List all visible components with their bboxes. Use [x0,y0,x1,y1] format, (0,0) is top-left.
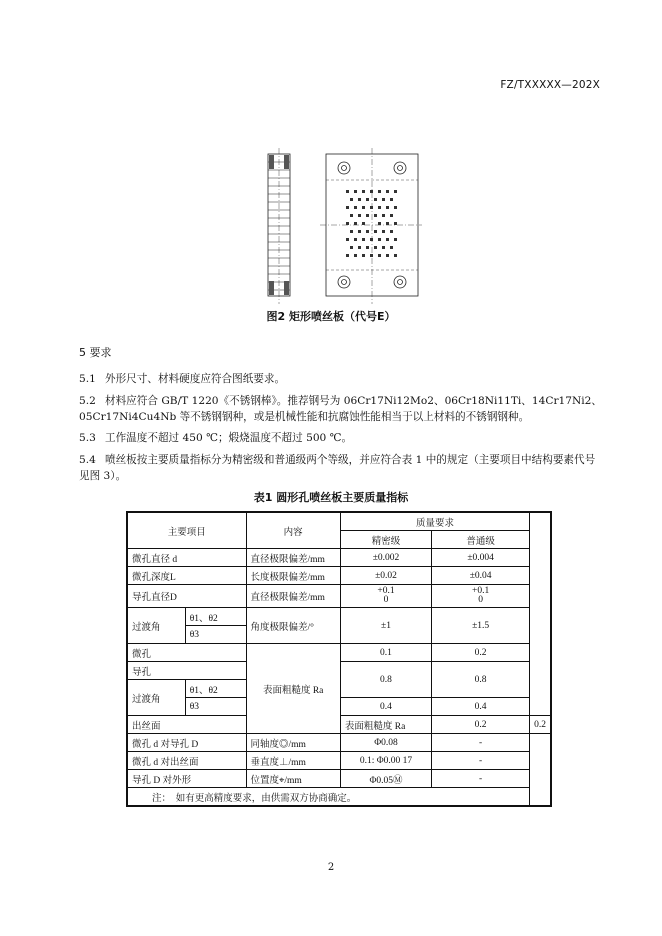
cell-content: 角度极限偏差/° [246,608,340,644]
tolerance-lower: 0 [478,595,483,605]
cell-normal: 0.8 [432,662,530,698]
cell-precision: 0.2 [432,716,530,734]
cell-item: 导孔 [127,662,246,680]
clause-text: 材料应符合 GB/T 1220《不锈钢棒》。推荐钢号为 06Cr17Ni12Mo2、06Cr18Ni11Ti、14Cr17Ni2、05Cr17Ni4Cu4Nb 等不锈钢钢种，或是机械性能和抗腐蚀性能相当于以上材料的不锈钢钢种。 [79,395,603,423]
clause-number: 5.3 [79,432,96,444]
cell-content: 表面粗糙度 Ra [340,716,431,734]
note-text: 如有更高精度要求，由供需双方协商确定。 [175,793,357,804]
rectangular-spinneret-drawing [262,148,422,304]
cell-precision: Φ0.05Ⓜ [340,770,431,788]
cell-item: 过渡角 [127,680,185,716]
paragraph-5-2 [79,393,604,425]
cell-normal: - [432,752,530,770]
cell-precision: Φ0.08 [340,734,431,752]
clause-text: 喷丝板按主要质量指标分为精密级和普通级两个等级，并应符合表 1 中的规定（主要项目中结构要素代号见图 3）。 [79,454,596,482]
cell-content: 位置度⌖/mm [246,770,340,788]
clause-number: 5.1 [79,373,96,385]
cell-item: 出丝面 [127,716,246,734]
header-normal: 普通级 [432,531,530,549]
cell-subitem: θ1、θ2 [185,680,246,698]
clause-number: 5.2 [79,395,96,407]
cell-item: 导孔 D 对外形 [127,770,246,788]
table-row [127,567,551,585]
quality-table [126,511,552,807]
table-row [127,752,551,770]
section-title: 5 要求 [79,346,112,359]
cell-subitem: θ3 [185,698,246,716]
cell-content: 直径极限偏差/mm [246,549,340,567]
table-row [127,549,551,567]
clause-number: 5.4 [79,454,96,466]
cell-precision: ±0.02 [340,567,431,585]
cell-content: 长度极限偏差/mm [246,567,340,585]
cell-normal: ±0.04 [432,567,530,585]
cell-precision [340,585,431,608]
table-caption: 表1 圆形孔喷丝板主要质量指标 [253,491,409,504]
cell-precision: 0.1 [340,644,431,662]
cell-normal: ±0.004 [432,549,530,567]
header-content: 内容 [246,512,340,549]
tolerance-lower: 0 [383,595,389,605]
paragraph-5-1 [79,371,604,387]
front-view [320,148,422,304]
table-header-row [127,512,551,531]
cell-subitem: θ1、θ2 [185,608,246,626]
cell-normal: - [432,770,530,788]
cell-item: 微孔 [127,644,246,662]
header-precision: 精密级 [340,531,431,549]
table-row [127,770,551,788]
cell-item: 导孔直径D [127,585,246,608]
cell-normal: 0.2 [432,644,530,662]
table-note [127,788,530,807]
cell-content: 直径极限偏差/mm [246,585,340,608]
cell-item: 微孔 d 对出丝面 [127,752,246,770]
cell-precision: 0.4 [340,698,431,716]
header-quality: 质量要求 [340,512,529,531]
cell-content: 表面粗糙度 Ra [246,644,340,734]
note-label: 注： [152,793,172,804]
cell-item: 微孔深度L [127,567,246,585]
figure-caption: 图2 矩形喷丝板（代号E） [266,310,396,323]
tolerance-upper: +0.1 [377,586,395,596]
doc-code: FZ/TXXXXX—202X [500,79,600,91]
cell-content: 垂直度⊥/mm [246,752,340,770]
cell-normal: ±1.5 [432,608,530,644]
cell-precision: 0.1: Φ0.00 17 [340,752,431,770]
cell-normal: - [432,734,530,752]
cell-item: 过渡角 [127,608,185,644]
cell-precision: ±1 [340,608,431,644]
side-section-view [268,148,290,304]
cell-item: 微孔直径 d [127,549,246,567]
cell-normal [432,585,530,608]
table-row [127,644,551,662]
header-item: 主要项目 [127,512,246,549]
table-row [127,585,551,608]
paragraph-5-4 [79,452,604,484]
table-note-row [127,788,551,807]
paragraph-5-3 [79,430,604,446]
tolerance-upper: +0.1 [472,586,490,596]
cell-precision: ±0.002 [340,549,431,567]
cell-content: 同轴度◎/mm [246,734,340,752]
table-row [127,734,551,752]
cell-normal: 0.4 [432,698,530,716]
clause-text: 工作温度不超过 450 ℃；煅烧温度不超过 500 ℃。 [105,432,353,444]
cell-precision: 0.8 [340,662,431,698]
clause-text: 外形尺寸、材料硬度应符合图纸要求。 [105,373,286,385]
table-row [127,608,551,626]
cell-item: 微孔 d 对导孔 D [127,734,246,752]
page-number: 2 [327,862,335,873]
cell-normal: 0.2 [530,716,551,734]
cell-subitem: θ3 [185,626,246,644]
